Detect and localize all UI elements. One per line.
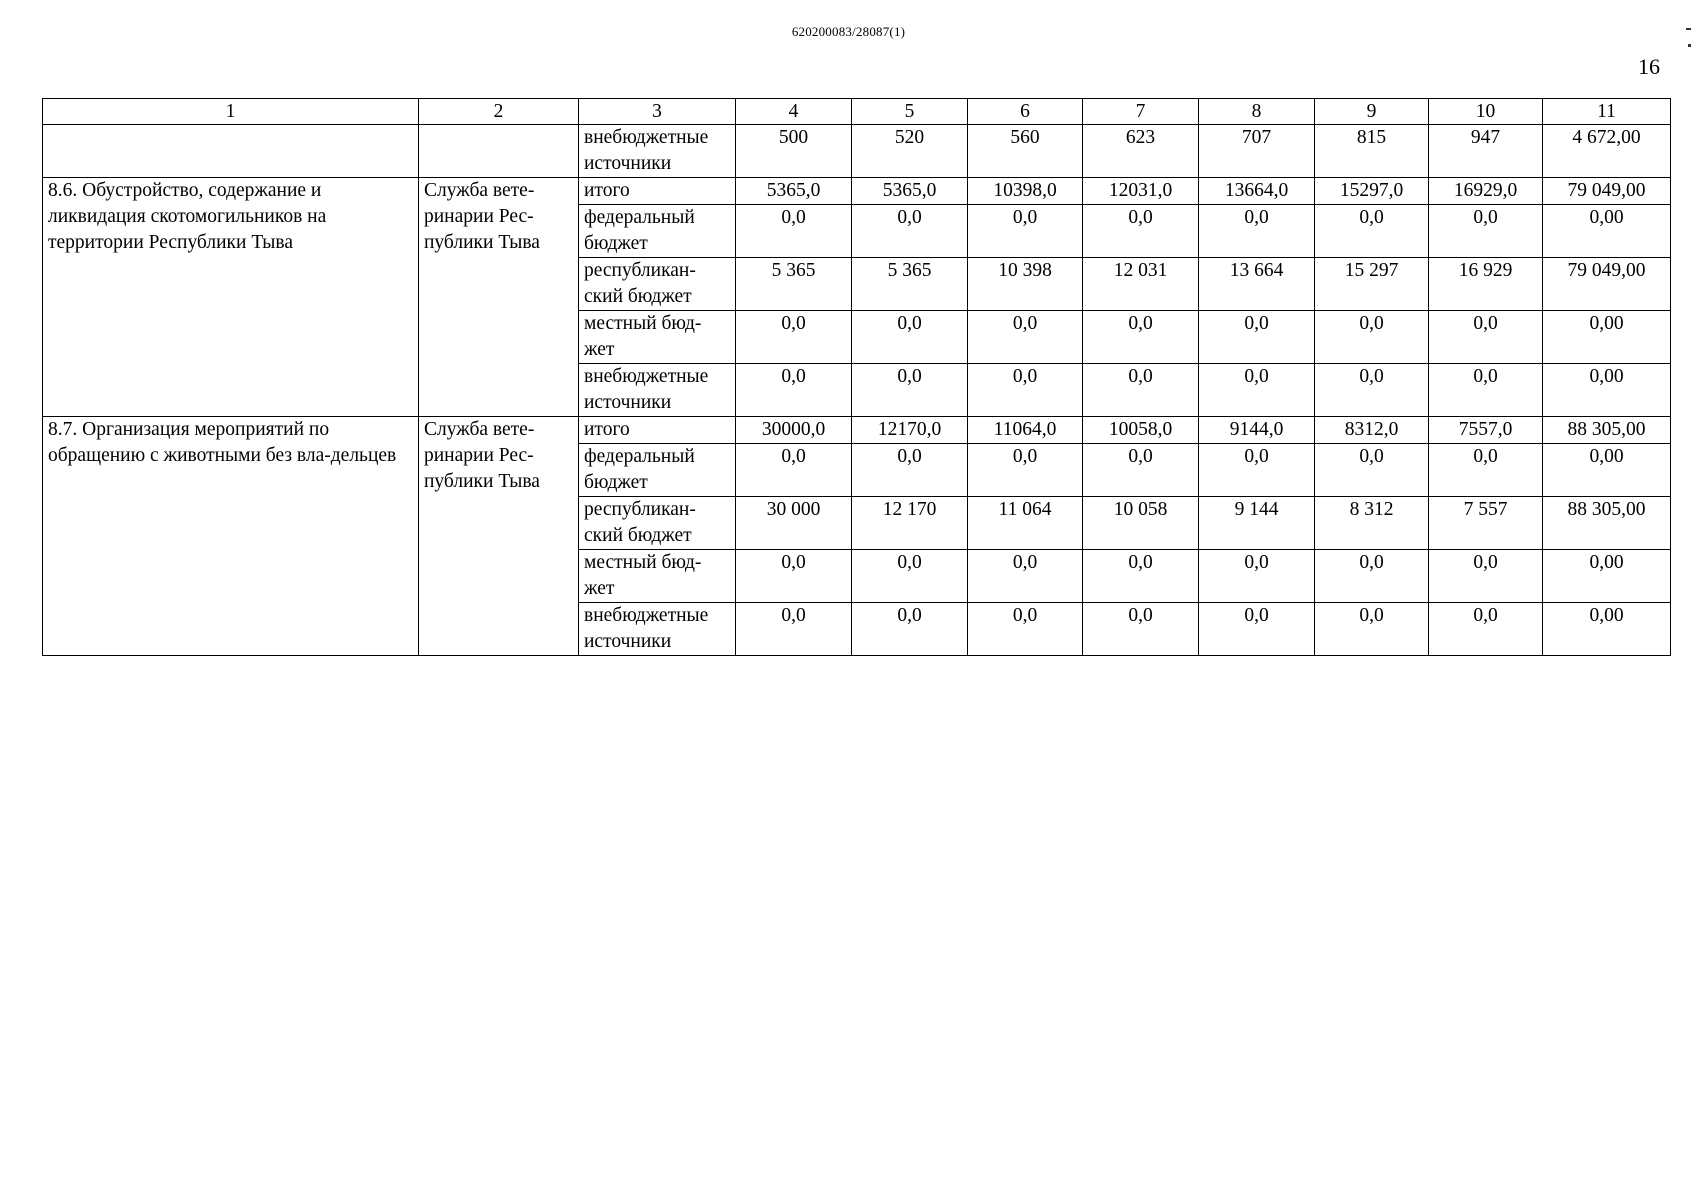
value-cell: 0,0 [1429, 550, 1543, 603]
column-header: 7 [1083, 99, 1199, 125]
program-name-cell: 8.6. Обустройство, содержание и ликвидация скотомогильников на территории Республики Тыва [43, 178, 419, 417]
value-cell: 707 [1199, 125, 1315, 178]
value-cell: 947 [1429, 125, 1543, 178]
value-cell: 0,0 [1199, 205, 1315, 258]
column-header: 10 [1429, 99, 1543, 125]
value-cell: 0,0 [968, 364, 1083, 417]
value-cell: 0,0 [1429, 603, 1543, 656]
funding-source-cell: республикан-ский бюджет [579, 258, 736, 311]
value-cell: 13664,0 [1199, 178, 1315, 205]
funding-source-cell: местный бюд-жет [579, 311, 736, 364]
value-cell: 4 672,00 [1543, 125, 1671, 178]
value-cell: 0,0 [1429, 205, 1543, 258]
value-cell: 0,0 [1083, 311, 1199, 364]
value-cell: 520 [852, 125, 968, 178]
funding-source-cell: итого [579, 417, 736, 444]
funding-source-cell: местный бюд-жет [579, 550, 736, 603]
value-cell: 0,0 [968, 550, 1083, 603]
value-cell: 5 365 [736, 258, 852, 311]
value-cell: 10398,0 [968, 178, 1083, 205]
value-cell: 0,0 [1315, 205, 1429, 258]
executor-cell: Служба вете-ринарии Рес-публики Тыва [419, 417, 579, 656]
scan-artifact [1688, 44, 1691, 47]
value-cell: 0,00 [1543, 364, 1671, 417]
page-number: 16 [1638, 54, 1660, 79]
value-cell: 88 305,00 [1543, 497, 1671, 550]
column-header: 8 [1199, 99, 1315, 125]
funding-source-cell: федеральный бюджет [579, 205, 736, 258]
value-cell: 0,0 [736, 205, 852, 258]
table-body [43, 99, 1671, 656]
value-cell: 11064,0 [968, 417, 1083, 444]
value-cell: 0,0 [1315, 550, 1429, 603]
value-cell: 0,0 [1315, 364, 1429, 417]
value-cell: 0,0 [1315, 444, 1429, 497]
funding-source-cell: республикан-ский бюджет [579, 497, 736, 550]
value-cell: 11 064 [968, 497, 1083, 550]
value-cell: 12170,0 [852, 417, 968, 444]
value-cell: 0,0 [1199, 364, 1315, 417]
value-cell: 0,0 [1199, 311, 1315, 364]
value-cell: 0,0 [1083, 364, 1199, 417]
value-cell: 0,0 [1083, 205, 1199, 258]
value-cell: 0,0 [1429, 311, 1543, 364]
value-cell: 10058,0 [1083, 417, 1199, 444]
value-cell: 0,0 [852, 205, 968, 258]
value-cell: 15 297 [1315, 258, 1429, 311]
value-cell: 5365,0 [736, 178, 852, 205]
value-cell: 79 049,00 [1543, 178, 1671, 205]
value-cell: 623 [1083, 125, 1199, 178]
value-cell: 16929,0 [1429, 178, 1543, 205]
value-cell: 0,0 [736, 364, 852, 417]
value-cell: 0,0 [968, 603, 1083, 656]
table-row [43, 125, 1671, 178]
value-cell: 7557,0 [1429, 417, 1543, 444]
value-cell: 12 170 [852, 497, 968, 550]
value-cell: 10 398 [968, 258, 1083, 311]
value-cell: 0,0 [1199, 603, 1315, 656]
scan-artifact [1686, 28, 1691, 30]
program-name-cell: 8.7. Организация мероприятий по обращению с животными без вла-дельцев [43, 417, 419, 656]
value-cell: 0,0 [736, 603, 852, 656]
column-header: 9 [1315, 99, 1429, 125]
value-cell: 0,0 [1199, 444, 1315, 497]
value-cell: 5 365 [852, 258, 968, 311]
document-code: 620200083/28087(1) [791, 24, 906, 39]
value-cell: 0,0 [852, 550, 968, 603]
value-cell: 10 058 [1083, 497, 1199, 550]
column-header: 4 [736, 99, 852, 125]
value-cell: 0,00 [1543, 311, 1671, 364]
header-row [43, 99, 1671, 125]
value-cell: 88 305,00 [1543, 417, 1671, 444]
budget-table [42, 98, 1671, 656]
executor-cell: Служба вете-ринарии Рес-публики Тыва [419, 178, 579, 417]
value-cell: 8 312 [1315, 497, 1429, 550]
value-cell: 0,0 [852, 364, 968, 417]
funding-source-cell: итого [579, 178, 736, 205]
value-cell: 0,0 [968, 205, 1083, 258]
value-cell: 0,0 [968, 311, 1083, 364]
value-cell: 30000,0 [736, 417, 852, 444]
value-cell: 0,0 [1315, 311, 1429, 364]
column-header: 6 [968, 99, 1083, 125]
value-cell: 0,00 [1543, 205, 1671, 258]
value-cell: 7 557 [1429, 497, 1543, 550]
value-cell: 0,0 [852, 311, 968, 364]
value-cell: 0,0 [1429, 444, 1543, 497]
executor-cell [419, 125, 579, 178]
value-cell: 0,00 [1543, 444, 1671, 497]
value-cell: 0,0 [852, 603, 968, 656]
value-cell: 0,0 [1083, 444, 1199, 497]
column-header: 11 [1543, 99, 1671, 125]
funding-source-cell: внебюджетные источники [579, 364, 736, 417]
table-row [43, 417, 1671, 444]
value-cell: 0,0 [736, 311, 852, 364]
funding-source-cell: федеральный бюджет [579, 444, 736, 497]
table-row [43, 178, 1671, 205]
value-cell: 0,0 [1315, 603, 1429, 656]
funding-source-cell: внебюджетные источники [579, 603, 736, 656]
funding-source-cell: внебюджетные источники [579, 125, 736, 178]
value-cell: 9 144 [1199, 497, 1315, 550]
column-header: 1 [43, 99, 419, 125]
value-cell: 0,0 [1429, 364, 1543, 417]
value-cell: 5365,0 [852, 178, 968, 205]
value-cell: 8312,0 [1315, 417, 1429, 444]
value-cell: 815 [1315, 125, 1429, 178]
value-cell: 12031,0 [1083, 178, 1199, 205]
value-cell: 0,0 [1083, 550, 1199, 603]
value-cell: 500 [736, 125, 852, 178]
value-cell: 30 000 [736, 497, 852, 550]
value-cell: 16 929 [1429, 258, 1543, 311]
value-cell: 0,00 [1543, 603, 1671, 656]
column-header: 2 [419, 99, 579, 125]
value-cell: 0,00 [1543, 550, 1671, 603]
program-name-cell [43, 125, 419, 178]
column-header: 3 [579, 99, 736, 125]
value-cell: 0,0 [1199, 550, 1315, 603]
value-cell: 13 664 [1199, 258, 1315, 311]
value-cell: 15297,0 [1315, 178, 1429, 205]
value-cell: 560 [968, 125, 1083, 178]
value-cell: 0,0 [736, 550, 852, 603]
value-cell: 0,0 [968, 444, 1083, 497]
value-cell: 0,0 [736, 444, 852, 497]
column-header: 5 [852, 99, 968, 125]
value-cell: 0,0 [1083, 603, 1199, 656]
value-cell: 79 049,00 [1543, 258, 1671, 311]
value-cell: 12 031 [1083, 258, 1199, 311]
value-cell: 0,0 [852, 444, 968, 497]
value-cell: 9144,0 [1199, 417, 1315, 444]
